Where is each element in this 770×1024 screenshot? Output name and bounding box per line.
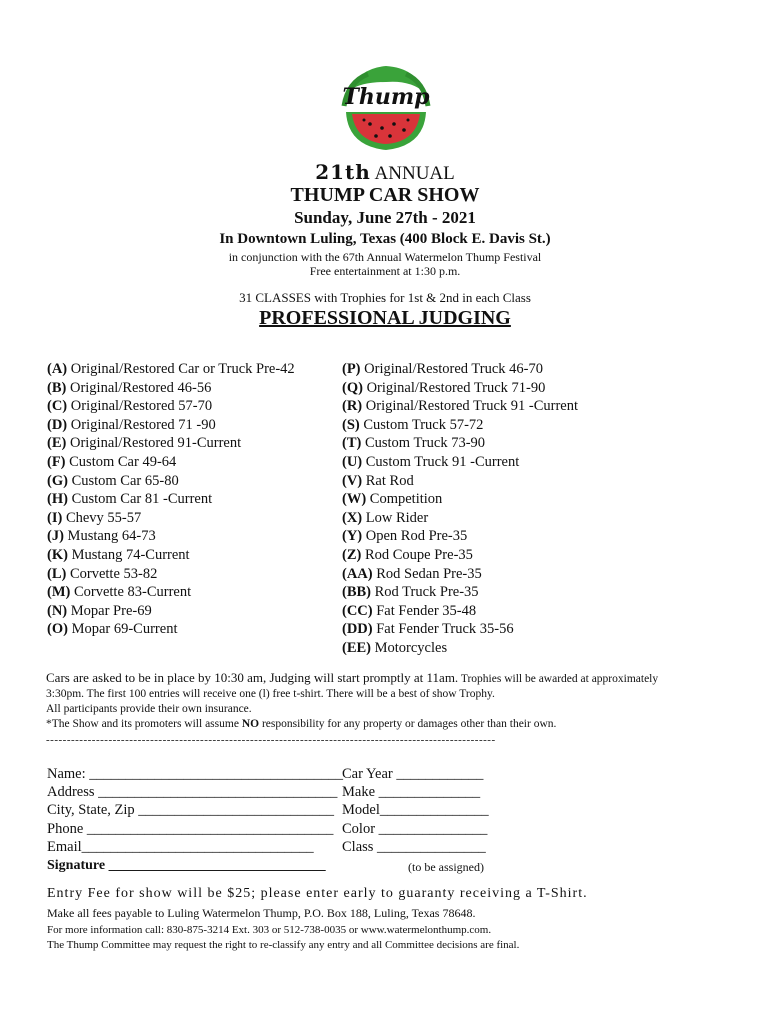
class-name: Mopar Pre-69 — [67, 602, 152, 619]
class-item — [47, 416, 295, 435]
cut-divider: ------------------------------------------------------------------------------------------------------------ — [46, 734, 496, 746]
class-name: Original/Restored Truck 91 -Current — [362, 398, 579, 415]
trophy-text: Trophies will be awarded at approximately — [458, 673, 659, 685]
class-code: (X) — [342, 509, 363, 526]
watermelon-logo-icon — [340, 62, 432, 154]
class-code: (T) — [342, 435, 362, 452]
address-field[interactable]: Address _________________________________ — [47, 784, 338, 800]
class-code: (Y) — [342, 528, 363, 545]
class-item — [47, 527, 295, 546]
class-item — [342, 416, 578, 435]
class-name: Custom Truck 57-72 — [359, 416, 484, 433]
class-code: (H) — [47, 491, 68, 508]
class-name: Mustang 74-Current — [67, 546, 190, 563]
class-code: (U) — [342, 453, 363, 470]
class-item — [342, 546, 578, 565]
insurance-line: All participants provide their own insurance. — [46, 703, 252, 715]
class-code: (V) — [342, 472, 363, 489]
class-item — [342, 434, 578, 453]
class-code: (L) — [47, 565, 67, 582]
entry-fee-line: Entry Fee for show will be $25; please enter early to guaranty receiving a T-Shirt. — [47, 886, 588, 901]
class-name: Original/Restored 71 -90 — [67, 416, 216, 433]
class-name: Custom Car 49-64 — [65, 453, 177, 470]
class-code: (O) — [47, 621, 68, 638]
schedule-text: Cars are asked to be in place by 10:30 am, Judging will start promptly at 11am. — [46, 670, 459, 685]
class-item — [342, 360, 578, 379]
class-code: (J) — [47, 528, 64, 545]
class-code: (N) — [47, 602, 68, 619]
class-name: Low Rider — [362, 509, 429, 526]
car-year-field[interactable]: Car Year ____________ — [342, 766, 484, 782]
annual-line — [0, 160, 770, 185]
class-name: Custom Truck 73-90 — [361, 435, 486, 452]
signature-field[interactable]: Signature _______________________________ — [47, 858, 326, 873]
class-name: Rod Sedan Pre-35 — [372, 565, 482, 582]
class-code: (B) — [47, 379, 67, 396]
class-name: Fat Fender Truck 35-56 — [372, 621, 514, 638]
class-name: Corvette 83-Current — [70, 584, 192, 601]
class-item — [342, 453, 578, 472]
class-name: Original/Restored Car or Truck Pre-42 — [67, 361, 295, 377]
entertainment-note: Free entertainment at 1:30 p.m. — [309, 264, 461, 278]
class-item — [47, 379, 295, 398]
committee-line: The Thump Committee may request the right to re-classify any entry and all Committee decisions are final. — [47, 939, 520, 951]
class-item — [342, 565, 578, 584]
classes-left-column — [47, 360, 295, 639]
show-title: THUMP CAR SHOW — [290, 184, 480, 206]
class-code: (W) — [342, 491, 367, 508]
class-name: Chevy 55-57 — [62, 509, 142, 526]
class-name: Fat Fender 35-48 — [372, 602, 477, 619]
class-name: Mustang 64-73 — [63, 528, 156, 545]
class-code: (E) — [47, 435, 67, 452]
class-name: Motorcycles — [371, 639, 448, 656]
city-state-zip-field[interactable]: City, State, Zip ___________________________ — [47, 802, 335, 818]
class-name: Original/Restored Truck 71-90 — [362, 379, 546, 396]
class-assign-note: (to be assigned) — [408, 860, 484, 874]
class-name: Original/Restored Truck 46-70 — [360, 361, 543, 377]
class-item — [342, 620, 578, 639]
class-name: Original/Restored 91-Current — [66, 435, 242, 452]
class-code: (R) — [342, 398, 363, 415]
responsibility-no: NO — [241, 718, 260, 730]
class-item — [47, 453, 295, 472]
festival-note: in conjunction with the 67th Annual Watermelon Thump Festival — [228, 250, 542, 264]
responsibility-text: *The Show and its promoters will assume — [46, 718, 242, 730]
class-code: (D) — [47, 416, 68, 433]
class-name: Rod Coupe Pre-35 — [361, 546, 473, 563]
class-code: (F) — [47, 453, 66, 470]
class-item — [47, 360, 295, 379]
class-name: Rod Truck Pre-35 — [371, 584, 479, 601]
class-code: (S) — [342, 416, 360, 433]
class-name: Rat Rod — [362, 472, 414, 489]
color-field[interactable]: Color _______________ — [342, 821, 488, 837]
class-item — [47, 546, 295, 565]
class-item — [47, 434, 295, 453]
class-name: Custom Truck 91 -Current — [362, 453, 520, 470]
edition-number: 21th — [315, 160, 371, 184]
class-item — [342, 583, 578, 602]
class-name: Open Rod Pre-35 — [362, 528, 468, 545]
class-code: (EE) — [342, 639, 371, 656]
class-item — [47, 620, 295, 639]
class-name: Corvette 53-82 — [66, 565, 158, 582]
responsibility-line — [46, 718, 736, 730]
class-item — [47, 490, 295, 509]
tshirt-line: 3:30pm. The first 100 entries will receive one (l) free t-shirt. There will be a best of show Trophy. — [46, 688, 495, 700]
class-item — [342, 379, 578, 398]
class-field[interactable]: Class _______________ — [342, 839, 486, 855]
judging-heading: PROFESSIONAL JUDGING — [259, 307, 511, 329]
class-item — [47, 565, 295, 584]
class-code: (I) — [47, 509, 63, 526]
class-item — [47, 583, 295, 602]
show-location: In Downtown Luling, Texas (400 Block E. Davis St.) — [219, 231, 551, 247]
class-item — [47, 397, 295, 416]
class-code: (C) — [47, 398, 68, 415]
show-date: Sunday, June 27th - 2021 — [294, 208, 476, 227]
payable-line: Make all fees payable to Luling Watermelon Thump, P.O. Box 188, Luling, Texas 78648. — [47, 906, 476, 920]
class-item — [47, 509, 295, 528]
model-field[interactable]: Model_______________ — [342, 802, 489, 818]
class-name: Mopar 69-Current — [67, 621, 178, 638]
class-item — [342, 509, 578, 528]
class-code: (AA) — [342, 565, 373, 582]
class-item — [342, 527, 578, 546]
class-code: (CC) — [342, 602, 373, 619]
class-code: (Z) — [342, 546, 362, 563]
class-item — [342, 397, 578, 416]
class-code: (P) — [342, 361, 361, 377]
contact-line: For more information call: 830-875-3214 Ext. 303 or 512-738-0035 or www.watermelonthump.com. — [47, 924, 492, 936]
responsibility-text-end: responsibility for any property or damages other than their own. — [259, 718, 557, 730]
class-code: (K) — [47, 546, 68, 563]
class-code: (M) — [47, 584, 71, 601]
class-name: Original/Restored 57-70 — [67, 398, 213, 415]
class-code: (G) — [47, 472, 68, 489]
logo-text: Thump — [342, 84, 430, 110]
email-field[interactable]: Email________________________________ — [47, 839, 314, 855]
annual-label: ANNUAL — [374, 163, 455, 184]
class-name: Original/Restored 46-56 — [66, 379, 212, 396]
class-name: Custom Car 81 -Current — [67, 491, 213, 508]
classes-summary: 31 CLASSES with Trophies for 1st & 2nd in each Class — [239, 290, 531, 305]
class-name: Custom Car 65-80 — [67, 472, 179, 489]
class-item — [342, 602, 578, 621]
class-item — [342, 639, 578, 658]
class-name: Competition — [366, 491, 443, 508]
class-code: (DD) — [342, 621, 373, 638]
class-item — [342, 472, 578, 491]
schedule-line — [46, 670, 736, 686]
class-item — [47, 472, 295, 491]
class-code: (A) — [47, 361, 68, 377]
name-field[interactable]: Name: ___________________________________ — [47, 766, 344, 782]
make-field[interactable]: Make ______________ — [342, 784, 481, 800]
classes-right-column — [342, 360, 578, 658]
class-item — [342, 490, 578, 509]
class-item — [47, 602, 295, 621]
class-code: (BB) — [342, 584, 371, 601]
phone-field[interactable]: Phone __________________________________ — [47, 821, 334, 837]
class-code: (Q) — [342, 379, 363, 396]
